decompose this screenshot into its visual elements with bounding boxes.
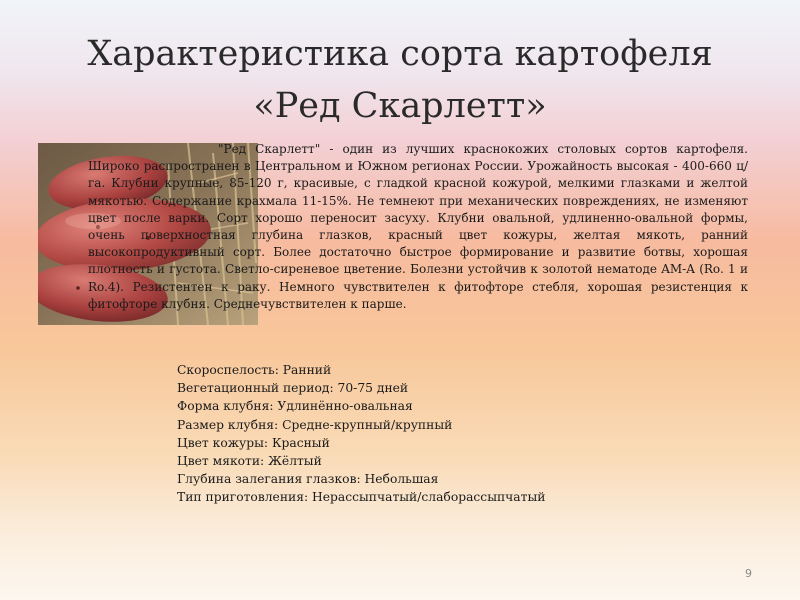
spec-item: Скороспелость: Ранний	[177, 363, 332, 377]
spec-item: Форма клубня: Удлинённо-овальная	[177, 399, 413, 414]
variety-description	[88, 141, 748, 313]
spec-item: Вегетационный период: 70-75 дней	[177, 381, 409, 396]
slide-title-line1: Характеристика сорта картофеля	[87, 34, 713, 74]
description-text: "Ред Скарлетт" - один из лучших краснокожих столовых сортов картофеля. Широко распространен в Центральном и Южном регионах России. Урожайность высокая - 400-660 ц/га. Клубни крупные, 85-120 г, красивые, с гладкой красной кожурой, мелкими глазками и желтой мякотью. Содержание крахмала 11-15%. Не темнеют при механических повреждениях, не изменяют цвет после варки. Сорт хорошо переносит засуху. Клубни овальной, удлиненно-овальной формы, очень поверхностная глубина глазков, красный цвет кожуры, желтая мякоть, ранний высокопродуктивный сорт. Более достаточно быстрое формирование и развитие ботвы, хорошая плотность и густота. Светло-сиреневое цветение. Болезни устойчив к золотой нематоде AM-A (Ro. 1 и Ro.4). Резистентен к раку. Немного чувствителен к фитофторе стебля, хорошая резистенция к фитофторе клубня. Среднечувствителен к парше.	[88, 142, 748, 311]
page-number: 9	[745, 567, 752, 580]
spec-item: Цвет кожуры: Красный	[177, 435, 330, 450]
spec-item: Цвет мякоти: Жёлтый	[177, 454, 322, 469]
spec-item: Глубина залегания глазков: Небольшая	[177, 472, 439, 487]
slide-title	[0, 28, 800, 132]
slide-title-line2: «Ред Скарлетт»	[253, 86, 547, 126]
spec-item: Тип приготовления: Нерассыпчатый/слаборассыпчатый	[177, 490, 546, 505]
spec-list	[177, 361, 545, 507]
spec-item: Размер клубня: Средне-крупный/крупный	[177, 417, 453, 432]
